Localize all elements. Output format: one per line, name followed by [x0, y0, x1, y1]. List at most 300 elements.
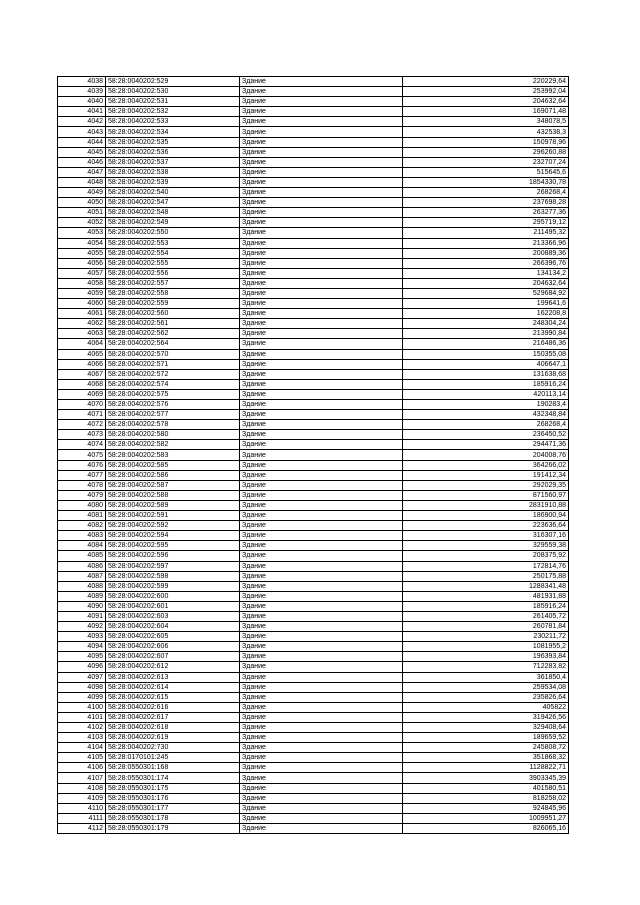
value-cell: 237698,28: [403, 198, 569, 208]
cadastral-number-cell: 58:28:0040202:580: [106, 430, 240, 440]
value-cell: 196393,84: [403, 652, 569, 662]
value-cell: 162208,8: [403, 309, 569, 319]
row-number-cell: 4053: [58, 228, 106, 238]
cadastral-number-cell: 58:28:0040202:616: [106, 702, 240, 712]
object-type-cell: Здание: [240, 470, 403, 480]
value-cell: 186900,94: [403, 511, 569, 521]
object-type-cell: Здание: [240, 480, 403, 490]
value-cell: 190283,4: [403, 400, 569, 410]
cadastral-number-cell: 58:28:0040202:591: [106, 511, 240, 521]
row-number-cell: 4062: [58, 319, 106, 329]
table-row: [58, 87, 569, 97]
table-row: [58, 450, 569, 460]
object-type-cell: Здание: [240, 551, 403, 561]
table-row: [58, 188, 569, 198]
value-cell: 263277,36: [403, 208, 569, 218]
object-type-cell: Здание: [240, 682, 403, 692]
cadastral-number-cell: 58:28:0040202:537: [106, 157, 240, 167]
value-cell: 150355,08: [403, 349, 569, 359]
object-type-cell: Здание: [240, 117, 403, 127]
cadastral-number-cell: 58:28:0040202:605: [106, 632, 240, 642]
object-type-cell: Здание: [240, 763, 403, 773]
object-type-cell: Здание: [240, 87, 403, 97]
value-cell: 432348,84: [403, 410, 569, 420]
value-cell: 150978,96: [403, 137, 569, 147]
object-type-cell: Здание: [240, 541, 403, 551]
object-type-cell: Здание: [240, 127, 403, 137]
table-row: [58, 642, 569, 652]
value-cell: 191412,34: [403, 470, 569, 480]
value-cell: 213990,84: [403, 329, 569, 339]
table-row: [58, 400, 569, 410]
row-number-cell: 4112: [58, 823, 106, 833]
value-cell: 245808,72: [403, 743, 569, 753]
value-cell: 208375,92: [403, 551, 569, 561]
row-number-cell: 4067: [58, 369, 106, 379]
table-row: [58, 571, 569, 581]
table-row: [58, 480, 569, 490]
value-cell: 1854330,78: [403, 177, 569, 187]
table-row: [58, 97, 569, 107]
row-number-cell: 4090: [58, 601, 106, 611]
value-cell: 294471,36: [403, 440, 569, 450]
object-type-cell: Здание: [240, 258, 403, 268]
table-row: [58, 410, 569, 420]
row-number-cell: 4075: [58, 450, 106, 460]
cadastral-number-cell: 58:28:0040202:532: [106, 107, 240, 117]
cadastral-number-cell: 58:28:0040202:550: [106, 228, 240, 238]
value-cell: 185916,24: [403, 601, 569, 611]
table-row: [58, 299, 569, 309]
object-type-cell: Здание: [240, 288, 403, 298]
registry-table: [57, 76, 569, 834]
table-row: [58, 137, 569, 147]
table-row: [58, 682, 569, 692]
cadastral-number-cell: 58:28:0040202:606: [106, 642, 240, 652]
row-number-cell: 4111: [58, 813, 106, 823]
value-cell: 319426,56: [403, 712, 569, 722]
object-type-cell: Здание: [240, 278, 403, 288]
object-type-cell: Здание: [240, 753, 403, 763]
value-cell: 712283,82: [403, 662, 569, 672]
object-type-cell: Здание: [240, 611, 403, 621]
value-cell: 204632,64: [403, 97, 569, 107]
row-number-cell: 4079: [58, 490, 106, 500]
object-type-cell: Здание: [240, 369, 403, 379]
cadastral-number-cell: 58:28:0040202:531: [106, 97, 240, 107]
table-row: [58, 490, 569, 500]
cadastral-number-cell: 58:28:0040202:530: [106, 87, 240, 97]
object-type-cell: Здание: [240, 400, 403, 410]
row-number-cell: 4041: [58, 107, 106, 117]
value-cell: 134134,2: [403, 268, 569, 278]
table-row: [58, 622, 569, 632]
row-number-cell: 4072: [58, 420, 106, 430]
value-cell: 515645,6: [403, 167, 569, 177]
row-number-cell: 4056: [58, 258, 106, 268]
table-row: [58, 561, 569, 571]
cadastral-number-cell: 58:28:0040202:601: [106, 601, 240, 611]
value-cell: 871560,97: [403, 490, 569, 500]
object-type-cell: Здание: [240, 248, 403, 258]
value-cell: 268268,4: [403, 420, 569, 430]
value-cell: 329559,38: [403, 541, 569, 551]
object-type-cell: Здание: [240, 803, 403, 813]
row-number-cell: 4088: [58, 581, 106, 591]
table-row: [58, 511, 569, 521]
object-type-cell: Здание: [240, 531, 403, 541]
value-cell: 220229,64: [403, 77, 569, 87]
value-cell: 818258,02: [403, 793, 569, 803]
row-number-cell: 4039: [58, 87, 106, 97]
cadastral-number-cell: 58:28:0550301:174: [106, 773, 240, 783]
row-number-cell: 4045: [58, 147, 106, 157]
cadastral-number-cell: 58:28:0040202:562: [106, 329, 240, 339]
row-number-cell: 4051: [58, 208, 106, 218]
table-row: [58, 733, 569, 743]
row-number-cell: 4108: [58, 783, 106, 793]
object-type-cell: Здание: [240, 97, 403, 107]
cadastral-number-cell: 58:28:0550301:177: [106, 803, 240, 813]
cadastral-number-cell: 58:28:0040202:535: [106, 137, 240, 147]
value-cell: 316307,16: [403, 531, 569, 541]
object-type-cell: Здание: [240, 107, 403, 117]
row-number-cell: 4094: [58, 642, 106, 652]
object-type-cell: Здание: [240, 460, 403, 470]
row-number-cell: 4084: [58, 541, 106, 551]
cadastral-number-cell: 58:28:0040202:603: [106, 611, 240, 621]
value-cell: 268268,4: [403, 188, 569, 198]
row-number-cell: 4089: [58, 591, 106, 601]
table-row: [58, 440, 569, 450]
cadastral-number-cell: 58:28:0040202:583: [106, 450, 240, 460]
row-number-cell: 4052: [58, 218, 106, 228]
row-number-cell: 4049: [58, 188, 106, 198]
row-number-cell: 4042: [58, 117, 106, 127]
row-number-cell: 4098: [58, 682, 106, 692]
table-row: [58, 430, 569, 440]
table-row: [58, 359, 569, 369]
object-type-cell: Здание: [240, 339, 403, 349]
cadastral-number-cell: 58:28:0040202:588: [106, 490, 240, 500]
row-number-cell: 4064: [58, 339, 106, 349]
row-number-cell: 4069: [58, 389, 106, 399]
value-cell: 235826,64: [403, 692, 569, 702]
cadastral-number-cell: 58:28:0550301:168: [106, 763, 240, 773]
value-cell: 826065,16: [403, 823, 569, 833]
table-row: [58, 662, 569, 672]
cadastral-number-cell: 58:28:0040202:612: [106, 662, 240, 672]
table-row: [58, 309, 569, 319]
cadastral-number-cell: 58:28:0040202:577: [106, 410, 240, 420]
value-cell: 292029,35: [403, 480, 569, 490]
row-number-cell: 4063: [58, 329, 106, 339]
value-cell: 406647,1: [403, 359, 569, 369]
value-cell: 185916,24: [403, 379, 569, 389]
cadastral-number-cell: 58:28:0040202:617: [106, 712, 240, 722]
cadastral-number-cell: 58:28:0040202:572: [106, 369, 240, 379]
cadastral-number-cell: 58:28:0040202:578: [106, 420, 240, 430]
object-type-cell: Здание: [240, 743, 403, 753]
value-cell: 295719,12: [403, 218, 569, 228]
object-type-cell: Здание: [240, 188, 403, 198]
object-type-cell: Здание: [240, 581, 403, 591]
cadastral-number-cell: 58:28:0040202:560: [106, 309, 240, 319]
value-cell: 405822: [403, 702, 569, 712]
table-row: [58, 541, 569, 551]
cadastral-number-cell: 58:28:0040202:575: [106, 389, 240, 399]
cadastral-number-cell: 58:28:0550301:178: [106, 813, 240, 823]
table-row: [58, 460, 569, 470]
table-row: [58, 147, 569, 157]
table-row: [58, 339, 569, 349]
table-row: [58, 632, 569, 642]
object-type-cell: Здание: [240, 167, 403, 177]
value-cell: 236450,52: [403, 430, 569, 440]
row-number-cell: 4106: [58, 763, 106, 773]
value-cell: 248304,24: [403, 319, 569, 329]
object-type-cell: Здание: [240, 238, 403, 248]
row-number-cell: 4047: [58, 167, 106, 177]
value-cell: 296260,88: [403, 147, 569, 157]
table-row: [58, 278, 569, 288]
object-type-cell: Здание: [240, 329, 403, 339]
table-row: [58, 763, 569, 773]
object-type-cell: Здание: [240, 147, 403, 157]
value-cell: 250175,88: [403, 571, 569, 581]
row-number-cell: 4048: [58, 177, 106, 187]
cadastral-number-cell: 58:28:0040202:599: [106, 581, 240, 591]
object-type-cell: Здание: [240, 571, 403, 581]
value-cell: 1081955,2: [403, 642, 569, 652]
value-cell: 266396,76: [403, 258, 569, 268]
cadastral-number-cell: 58:28:0040202:576: [106, 400, 240, 410]
value-cell: 223636,64: [403, 521, 569, 531]
table-row: [58, 77, 569, 87]
table-row: [58, 743, 569, 753]
cadastral-number-cell: 58:28:0040202:587: [106, 480, 240, 490]
table-row: [58, 218, 569, 228]
value-cell: 204008,76: [403, 450, 569, 460]
cadastral-number-cell: 58:28:0040202:539: [106, 177, 240, 187]
row-number-cell: 4093: [58, 632, 106, 642]
table-row: [58, 813, 569, 823]
row-number-cell: 4058: [58, 278, 106, 288]
object-type-cell: Здание: [240, 672, 403, 682]
cadastral-number-cell: 58:28:0040202:549: [106, 218, 240, 228]
value-cell: 232707,24: [403, 157, 569, 167]
row-number-cell: 4099: [58, 692, 106, 702]
table-row: [58, 127, 569, 137]
row-number-cell: 4038: [58, 77, 106, 87]
row-number-cell: 4059: [58, 288, 106, 298]
object-type-cell: Здание: [240, 622, 403, 632]
value-cell: 216486,36: [403, 339, 569, 349]
row-number-cell: 4092: [58, 622, 106, 632]
table-row: [58, 420, 569, 430]
table-row: [58, 531, 569, 541]
object-type-cell: Здание: [240, 823, 403, 833]
object-type-cell: Здание: [240, 389, 403, 399]
table-row: [58, 369, 569, 379]
cadastral-number-cell: 58:28:0040202:585: [106, 460, 240, 470]
cadastral-number-cell: 58:28:0040202:619: [106, 733, 240, 743]
table-row: [58, 551, 569, 561]
value-cell: 364266,02: [403, 460, 569, 470]
row-number-cell: 4040: [58, 97, 106, 107]
cadastral-number-cell: 58:28:0550301:179: [106, 823, 240, 833]
cadastral-number-cell: 58:28:0040202:548: [106, 208, 240, 218]
row-number-cell: 4086: [58, 561, 106, 571]
cadastral-number-cell: 58:28:0040202:574: [106, 379, 240, 389]
object-type-cell: Здание: [240, 632, 403, 642]
cadastral-number-cell: 58:28:0040202:586: [106, 470, 240, 480]
cadastral-number-cell: 58:28:0040202:529: [106, 77, 240, 87]
row-number-cell: 4076: [58, 460, 106, 470]
cadastral-number-cell: 58:28:0040202:564: [106, 339, 240, 349]
cadastral-number-cell: 58:28:0040202:618: [106, 723, 240, 733]
value-cell: 3903345,39: [403, 773, 569, 783]
row-number-cell: 4110: [58, 803, 106, 813]
row-number-cell: 4095: [58, 652, 106, 662]
cadastral-number-cell: 58:28:0040202:558: [106, 288, 240, 298]
row-number-cell: 4102: [58, 723, 106, 733]
cadastral-number-cell: 58:28:0040202:607: [106, 652, 240, 662]
row-number-cell: 4109: [58, 793, 106, 803]
table-row: [58, 198, 569, 208]
cadastral-number-cell: 58:28:0040202:597: [106, 561, 240, 571]
cadastral-number-cell: 58:28:0040202:561: [106, 319, 240, 329]
table-row: [58, 500, 569, 510]
table-row: [58, 652, 569, 662]
cadastral-number-cell: 58:28:0040202:592: [106, 521, 240, 531]
value-cell: 348078,5: [403, 117, 569, 127]
object-type-cell: Здание: [240, 198, 403, 208]
value-cell: 213366,96: [403, 238, 569, 248]
table-row: [58, 712, 569, 722]
row-number-cell: 4074: [58, 440, 106, 450]
row-number-cell: 4057: [58, 268, 106, 278]
table-row: [58, 379, 569, 389]
object-type-cell: Здание: [240, 591, 403, 601]
row-number-cell: 4061: [58, 309, 106, 319]
object-type-cell: Здание: [240, 208, 403, 218]
cadastral-number-cell: 58:28:0040202:557: [106, 278, 240, 288]
table-row: [58, 117, 569, 127]
registry-table-body: [58, 77, 569, 834]
row-number-cell: 4080: [58, 500, 106, 510]
cadastral-number-cell: 58:28:0040202:556: [106, 268, 240, 278]
value-cell: 199641,6: [403, 299, 569, 309]
object-type-cell: Здание: [240, 712, 403, 722]
cadastral-number-cell: 58:28:0040202:595: [106, 541, 240, 551]
object-type-cell: Здание: [240, 521, 403, 531]
table-row: [58, 248, 569, 258]
table-row: [58, 288, 569, 298]
cadastral-number-cell: 58:28:0040202:538: [106, 167, 240, 177]
table-row: [58, 611, 569, 621]
table-row: [58, 753, 569, 763]
table-row: [58, 389, 569, 399]
object-type-cell: Здание: [240, 652, 403, 662]
value-cell: 481931,88: [403, 591, 569, 601]
table-row: [58, 258, 569, 268]
object-type-cell: Здание: [240, 500, 403, 510]
value-cell: 351868,32: [403, 753, 569, 763]
table-row: [58, 601, 569, 611]
cadastral-number-cell: 58:28:0040202:596: [106, 551, 240, 561]
object-type-cell: Здание: [240, 773, 403, 783]
table-row: [58, 702, 569, 712]
value-cell: 260781,84: [403, 622, 569, 632]
table-row: [58, 238, 569, 248]
row-number-cell: 4050: [58, 198, 106, 208]
cadastral-number-cell: 58:28:0040202:555: [106, 258, 240, 268]
cadastral-number-cell: 58:28:0040202:554: [106, 248, 240, 258]
table-row: [58, 581, 569, 591]
object-type-cell: Здание: [240, 702, 403, 712]
cadastral-number-cell: 58:28:0040202:553: [106, 238, 240, 248]
table-row: [58, 349, 569, 359]
value-cell: 253992,04: [403, 87, 569, 97]
object-type-cell: Здание: [240, 379, 403, 389]
row-number-cell: 4078: [58, 480, 106, 490]
value-cell: 529684,92: [403, 288, 569, 298]
row-number-cell: 4085: [58, 551, 106, 561]
row-number-cell: 4083: [58, 531, 106, 541]
object-type-cell: Здание: [240, 268, 403, 278]
cadastral-number-cell: 58:28:0040202:730: [106, 743, 240, 753]
row-number-cell: 4043: [58, 127, 106, 137]
value-cell: 261405,72: [403, 611, 569, 621]
row-number-cell: 4054: [58, 238, 106, 248]
object-type-cell: Здание: [240, 309, 403, 319]
table-row: [58, 208, 569, 218]
value-cell: 259534,08: [403, 682, 569, 692]
object-type-cell: Здание: [240, 733, 403, 743]
cadastral-number-cell: 58:28:0040202:571: [106, 359, 240, 369]
table-row: [58, 228, 569, 238]
cadastral-number-cell: 58:28:0040202:536: [106, 147, 240, 157]
value-cell: 200889,36: [403, 248, 569, 258]
value-cell: 401580,51: [403, 783, 569, 793]
object-type-cell: Здание: [240, 157, 403, 167]
value-cell: 230211,72: [403, 632, 569, 642]
value-cell: 131638,68: [403, 369, 569, 379]
row-number-cell: 4055: [58, 248, 106, 258]
table-row: [58, 268, 569, 278]
table-row: [58, 470, 569, 480]
table-row: [58, 329, 569, 339]
row-number-cell: 4101: [58, 712, 106, 722]
row-number-cell: 4103: [58, 733, 106, 743]
row-number-cell: 4044: [58, 137, 106, 147]
value-cell: 211495,32: [403, 228, 569, 238]
cadastral-number-cell: 58:28:0040202:614: [106, 682, 240, 692]
object-type-cell: Здание: [240, 511, 403, 521]
value-cell: 1128822,71: [403, 763, 569, 773]
table-row: [58, 157, 569, 167]
row-number-cell: 4107: [58, 773, 106, 783]
object-type-cell: Здание: [240, 642, 403, 652]
row-number-cell: 4066: [58, 359, 106, 369]
value-cell: 1009951,27: [403, 813, 569, 823]
cadastral-number-cell: 58:28:0040202:559: [106, 299, 240, 309]
table-row: [58, 723, 569, 733]
table-row: [58, 692, 569, 702]
table-row: [58, 783, 569, 793]
object-type-cell: Здание: [240, 793, 403, 803]
